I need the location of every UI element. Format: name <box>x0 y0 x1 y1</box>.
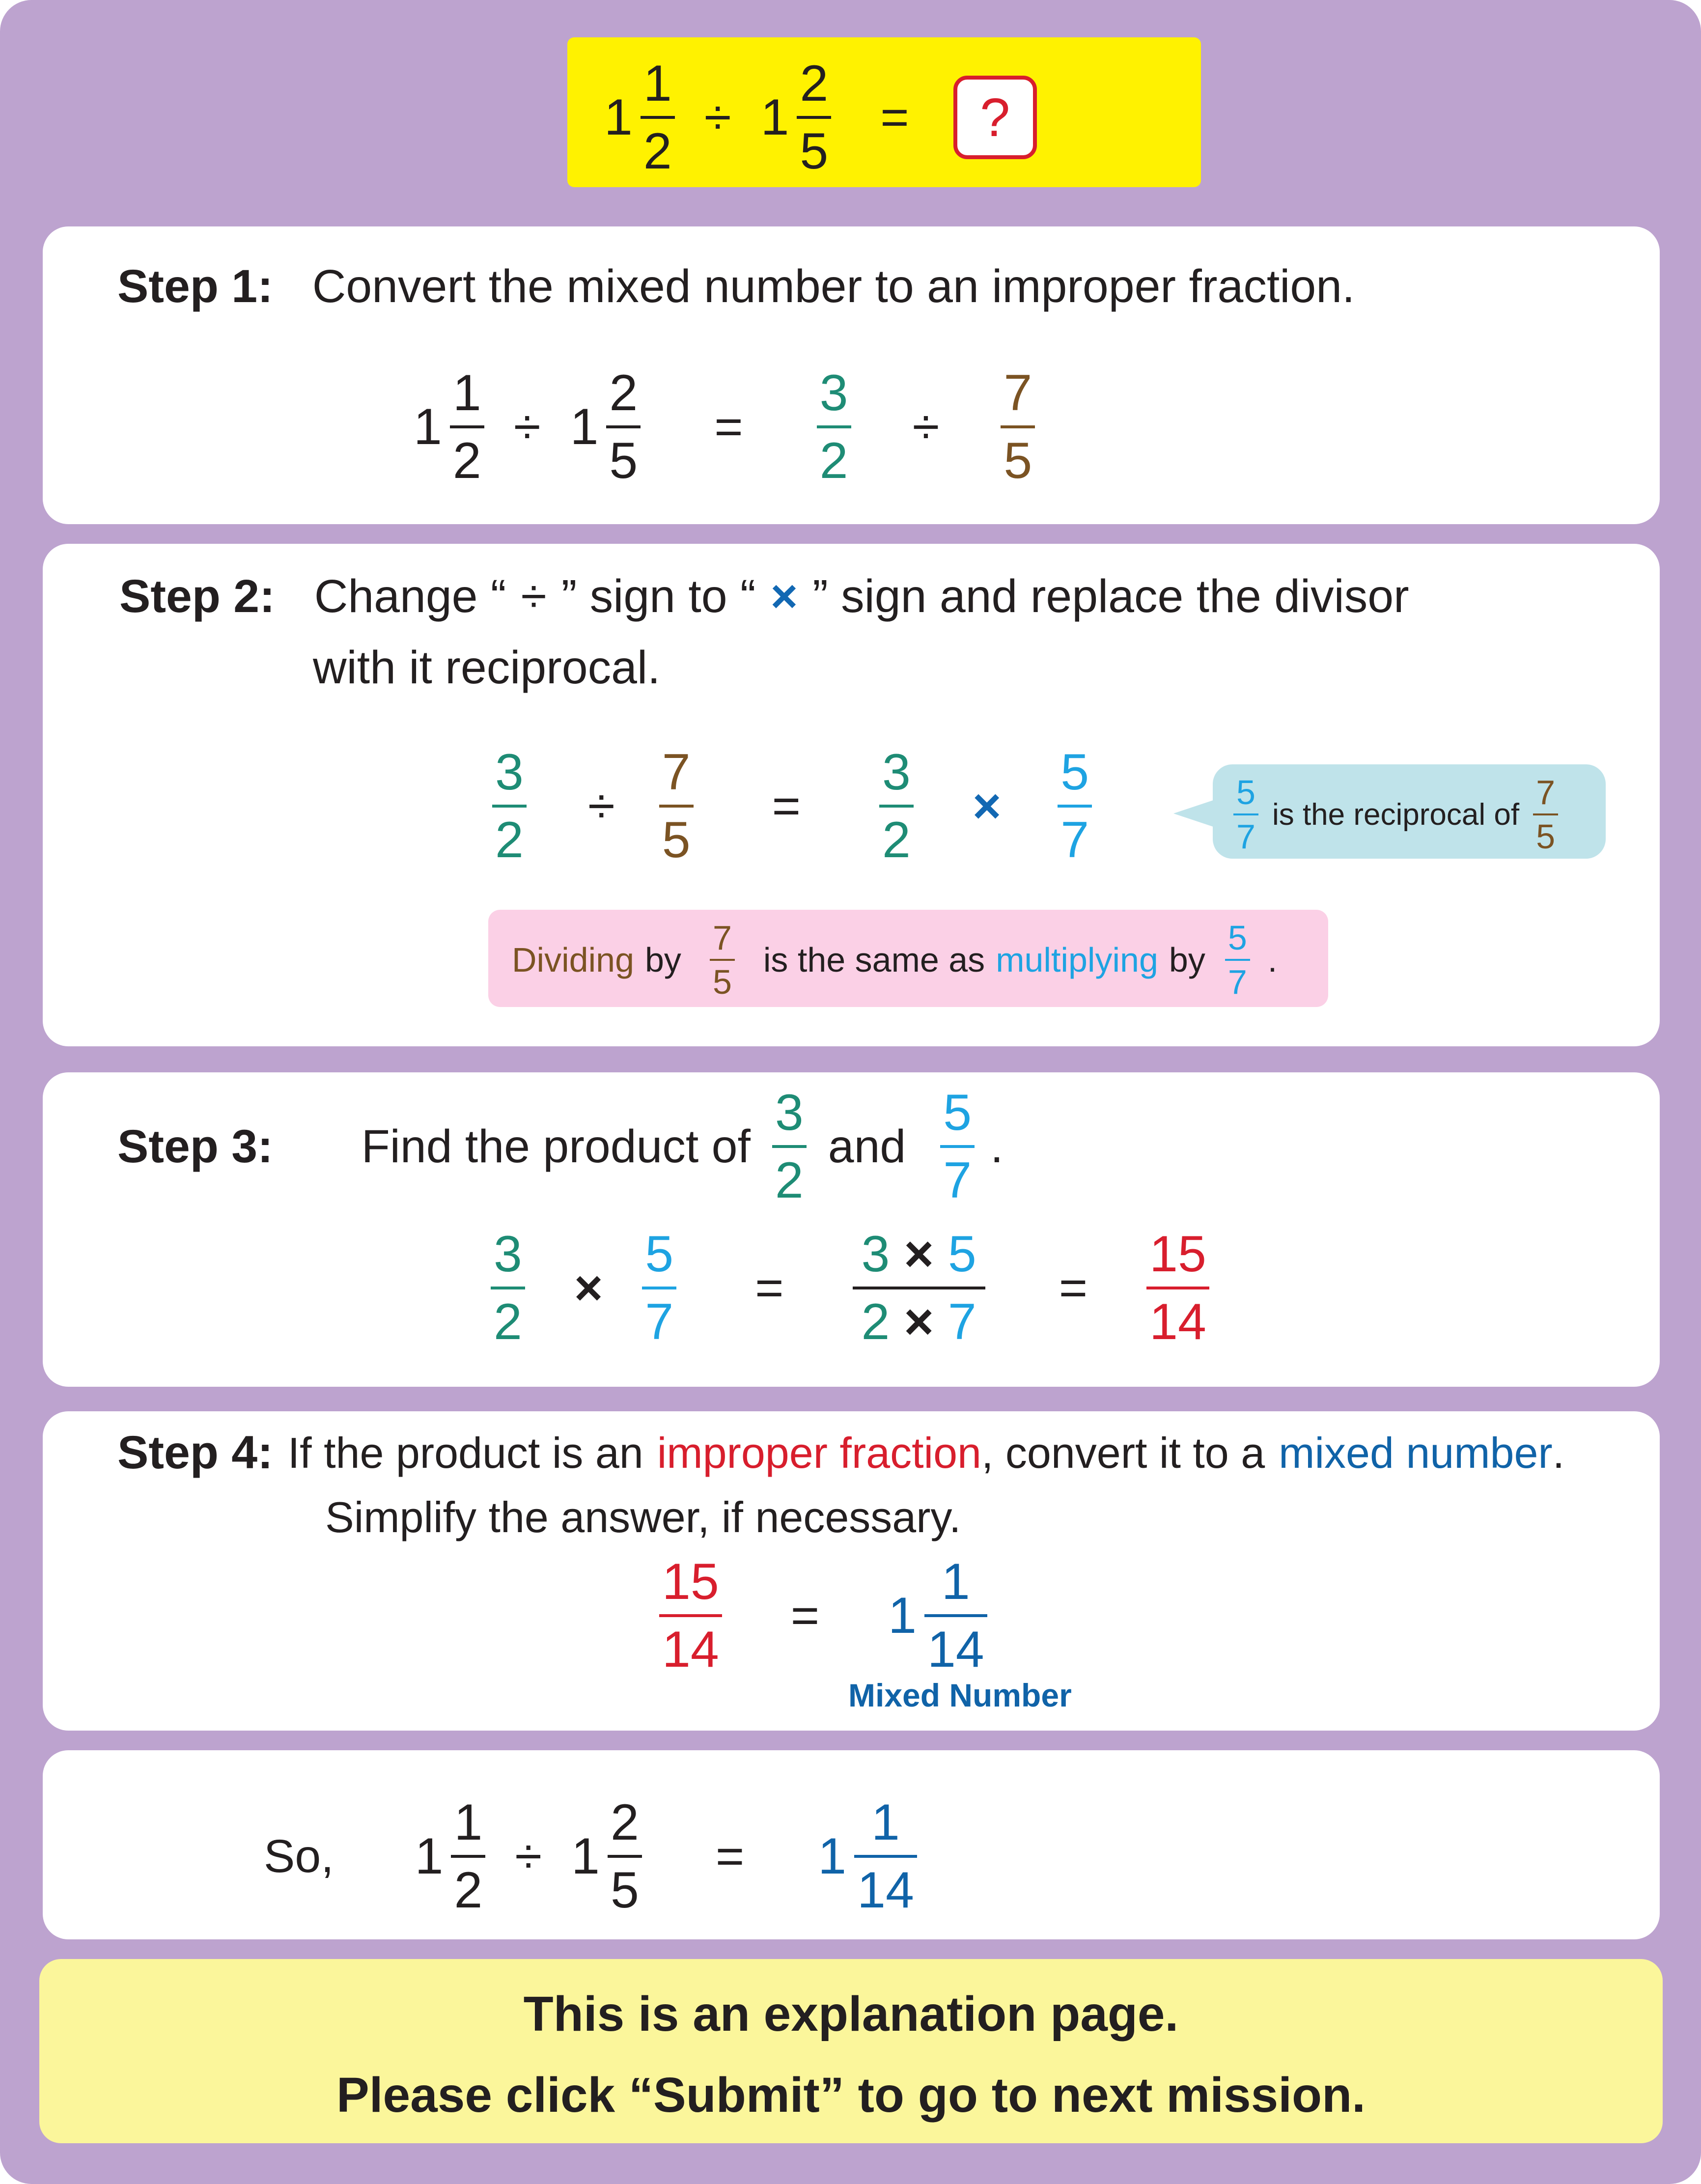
fraction: $\frac{1}{2}$ <box>450 367 484 486</box>
step-4-equation <box>659 1553 987 1678</box>
fraction: $\frac{3}{2}$ <box>492 747 527 866</box>
equals-sign: = <box>755 1260 784 1316</box>
step-4-instruction-line2 <box>325 1492 961 1542</box>
equals-sign: = <box>790 1588 820 1643</box>
denominator: 2 × 7 <box>853 1287 985 1347</box>
conclusion-panel <box>43 1750 1660 1939</box>
fraction: $\frac{3}{2}$ <box>879 747 914 866</box>
step-label: Step 3: <box>117 1120 273 1173</box>
divide-sign: ÷ <box>515 1828 542 1884</box>
note-word: is the same as <box>763 941 985 979</box>
fraction: 5 7 <box>1225 921 1250 999</box>
fraction: $\frac{5}{7}$ <box>1058 747 1092 866</box>
mixed-number-term: mixed number <box>1279 1428 1553 1477</box>
note-word: Dividing <box>512 941 634 979</box>
fraction: 7 5 <box>710 921 735 999</box>
step-text: and <box>828 1120 906 1173</box>
step-3-panel <box>43 1072 1660 1387</box>
so-label: So, <box>264 1830 334 1882</box>
fraction: $\frac{15}{14}$ <box>659 1556 722 1675</box>
divide-sign: ÷ <box>587 778 615 834</box>
fraction: 5 7 <box>1233 775 1258 854</box>
note-word: multiplying <box>996 941 1158 979</box>
step-2-equation <box>492 744 1092 868</box>
fraction: $\frac{2}{5}$ <box>608 1797 642 1916</box>
bubble-content <box>1233 775 1558 854</box>
multiply-sign: × <box>972 778 1002 834</box>
note-word: by <box>645 941 681 979</box>
whole-number: 1 <box>888 1587 917 1644</box>
equals-sign: = <box>1059 1260 1088 1316</box>
numerator: 3 × 5 <box>861 1226 976 1283</box>
step-3-instruction <box>117 1084 1004 1209</box>
note-word: by <box>1169 941 1205 979</box>
whole-number: 1 <box>571 1827 600 1885</box>
step-4-panel <box>43 1411 1660 1731</box>
fraction: $\frac{7}{5}$ <box>1001 367 1035 486</box>
step-text: Change “ <box>314 570 506 622</box>
fraction: 7 5 <box>1533 775 1558 854</box>
divide-sign: ÷ <box>521 570 547 622</box>
multiply-sign: × <box>770 570 798 622</box>
fraction: 1 14 <box>854 1797 917 1916</box>
footer-line-1: This is an explanation page. <box>523 1987 1179 2042</box>
fraction: 5 7 <box>940 1087 975 1206</box>
step-label: Step 4: <box>117 1427 273 1479</box>
whole-number: 1 <box>760 88 789 146</box>
question-mark-icon: ? <box>980 87 1010 148</box>
divide-sign: ÷ <box>704 89 731 145</box>
multiply-sign: × <box>574 1260 603 1316</box>
fraction: $\frac{3}{2}$ <box>817 367 851 486</box>
fraction: $\frac{1}{2}$ <box>451 1797 485 1916</box>
step-2-panel <box>43 544 1660 1046</box>
fraction: $\frac{2}{5}$ <box>606 367 641 486</box>
step-text: . <box>990 1120 1004 1173</box>
note-content <box>512 921 1277 999</box>
fraction: $\frac{5}{7}$ <box>642 1229 676 1347</box>
footer-line-2: Please click “Submit” to go to next mission. <box>336 2068 1366 2123</box>
step-label: Step 2: <box>119 570 275 622</box>
fraction: $\frac{3}{2}$ <box>491 1229 525 1347</box>
answer-box <box>953 76 1037 159</box>
note-word: . <box>1267 941 1278 979</box>
equals-sign: = <box>772 778 801 834</box>
step-1-instruction <box>117 260 1355 312</box>
product-fraction <box>853 1226 985 1350</box>
whole-number: 1 <box>415 1827 444 1885</box>
conclusion-equation <box>264 1794 917 1919</box>
fraction: $\frac{2}{5}$ <box>797 58 831 177</box>
divide-sign: ÷ <box>513 399 541 454</box>
problem-equation <box>604 55 1037 180</box>
step-text: Find the product of <box>361 1120 751 1173</box>
step-text: , convert it to a <box>981 1428 1265 1477</box>
step-text: Convert the mixed number to an improper fraction. <box>312 260 1355 312</box>
step-text: ” sign to “ <box>561 570 756 622</box>
step-4-instruction-line1 <box>117 1426 1564 1480</box>
problem-header <box>567 37 1201 187</box>
whole-number: 1 <box>818 1827 847 1885</box>
step-2-instruction-line2 <box>313 642 661 694</box>
fraction: $\frac{15}{14}$ <box>1146 1229 1209 1347</box>
step-text: ” sign and replace the divisor <box>812 570 1409 622</box>
step-text: with it reciprocal. <box>313 642 661 694</box>
step-text: . <box>1552 1428 1565 1477</box>
step-1-panel <box>43 226 1660 524</box>
improper-fraction-term: improper fraction <box>657 1428 981 1477</box>
fraction: $\frac{7}{5}$ <box>659 747 694 866</box>
reciprocal-bubble <box>1213 764 1606 859</box>
equals-sign: = <box>715 1828 745 1884</box>
step-1-equation <box>414 364 1035 489</box>
step-label: Step 1: <box>117 260 273 312</box>
fraction: 3 2 <box>772 1087 807 1206</box>
mixed-number-caption: Mixed Number <box>848 1677 1072 1713</box>
fraction: 1 14 <box>924 1556 987 1675</box>
whole-number: 1 <box>604 88 633 146</box>
equals-sign: = <box>880 89 909 145</box>
fraction: $\frac{1}{2}$ <box>641 58 675 177</box>
whole-number: 1 <box>570 398 599 455</box>
divide-sign: ÷ <box>912 399 940 454</box>
step-2-instruction-line1 <box>119 570 1409 622</box>
equals-sign: = <box>714 399 743 454</box>
step-text: If the product is an <box>287 1428 643 1477</box>
step-text: Simplify the answer, if necessary. <box>325 1493 961 1541</box>
whole-number: 1 <box>414 398 442 455</box>
bubble-text: is the reciprocal of <box>1272 797 1520 832</box>
dividing-note <box>488 910 1328 1007</box>
footer-message <box>39 1959 1663 2143</box>
bubble-pointer <box>1173 799 1218 828</box>
step-3-equation <box>491 1226 1209 1350</box>
